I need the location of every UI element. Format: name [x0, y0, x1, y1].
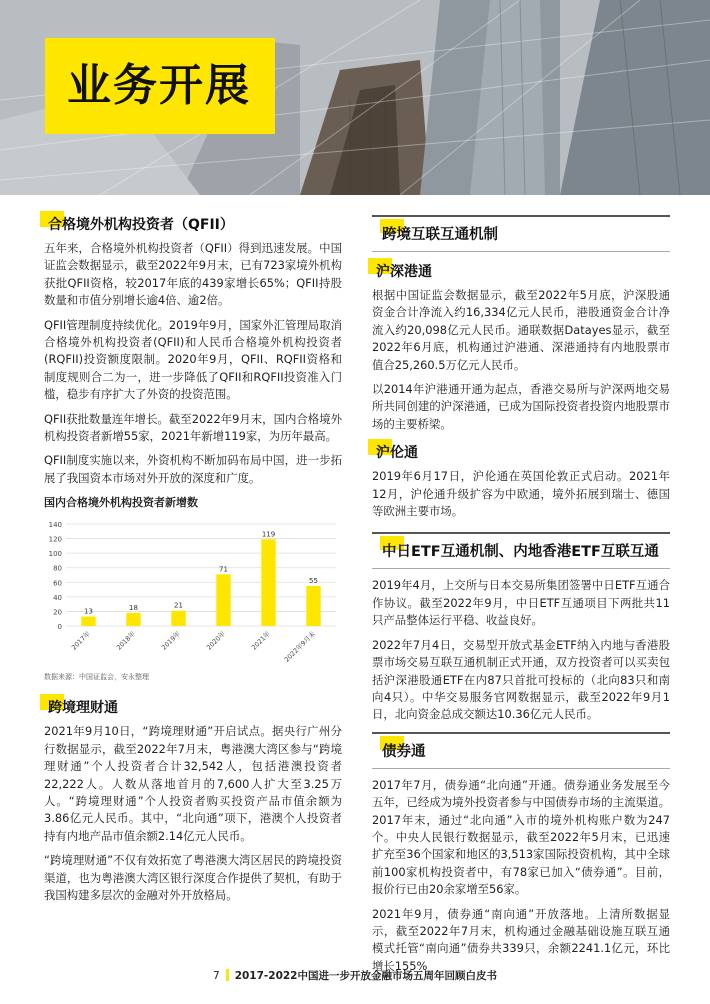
footer-divider	[226, 969, 229, 981]
chart-title: 国内合格境外机构投资者新增数	[44, 496, 198, 510]
connect-block-heading: 跨境互联互通机制	[372, 215, 670, 252]
hk-sh-paragraph-2: 以2014年沪港通开通为起点，香港交易所与沪深两地交易所共同创建的沪深港通，已成为国际投资者投资内地股票市场的主要桥梁。	[372, 382, 670, 431]
bar	[216, 575, 230, 627]
y-tick-label: 0	[57, 623, 62, 632]
sh-lon-paragraph-1: 2019年6月17日，沪伦通在英国伦敦正式启动。2021年12月，沪伦通升级扩容为中欧通，境外拓展到瑞士、德国等欧洲主要市场。	[372, 469, 670, 519]
data-label: 119	[261, 530, 276, 539]
y-tick-label: 60	[53, 579, 62, 588]
qfii-paragraph-4: QFII制度实施以来，外资机构不断加码布局中国，进一步拓展了我国资本市场对外开放的深度和广度。	[44, 453, 342, 485]
y-tick-label: 140	[48, 521, 62, 530]
hero-image	[0, 0, 710, 195]
qfii-heading: 合格境外机构投资者（QFII）	[44, 215, 342, 235]
hk-sh-heading: 沪深港通	[372, 262, 670, 282]
y-tick-label: 120	[48, 535, 62, 544]
bar	[261, 540, 275, 627]
wealth-paragraph-1: 2021年9月10日，“跨境理财通”开启试点。据央行广州分行数据显示，截至2022年7月末，粤港澳大湾区参与“跨境理财通”个人投资者合计32,542人，包括港澳投资者22,222人。人数从落地首月的7,600人扩大至3.25万人。“跨境理财通”个人投资者购买投资产品市值余额为3.86亿元人民币。其中，“北向通”项下，港澳个人投资者持有内地产品市值余额2.14亿元人民币。	[44, 724, 342, 843]
x-tick-label: 2021年	[249, 630, 272, 652]
data-label: 55	[309, 577, 318, 586]
x-tick-label: 2022年9月末	[282, 630, 317, 665]
wealth-paragraph-2: “跨境理财通”不仅有效拓宽了粤港澳大湾区居民的跨境投资渠道，也为粤港澳大湾区银行深度合作提供了契机，有助于我国构建多层次的金融对外开放格局。	[44, 853, 342, 902]
bar	[306, 586, 320, 626]
x-tick-label: 2019年	[159, 630, 182, 652]
y-tick-label: 80	[53, 564, 62, 573]
etf-paragraph-2: 2022年7月4日，交易型开放式基金ETF纳入内地与香港股票市场交易互联互通机制正式开通，双方投资者可以买卖包括沪深港股通ETF在内87只首批可投标的（北向83只和南向4只）。中华交易服务官网数据显示，截至2022年9月1日，北向资金总成交额达10.36亿元人民币。	[372, 637, 670, 722]
bond-paragraph-1: 2017年7月，债券通“北向通”开通。债券通业务发展至今五年，已经成为境外投资者参与中国债券市场的主流渠道。2017年末，通过“北向通”入市的境外机构账户数为247个。中央人民银行数据显示，截至2022年5月末，已迅速扩充至36个国家和地区的3,513家国际投资机构，其中全球前100家机构投资者中，有78家已加入“债券通”。目前，报价行已由20余家增至56家。	[372, 777, 670, 897]
bar	[126, 613, 140, 626]
x-tick-label: 2020年	[204, 630, 227, 652]
x-tick-label: 2018年	[114, 630, 137, 652]
data-label: 13	[84, 607, 93, 616]
data-label: 71	[219, 565, 228, 574]
page-number: 7	[213, 970, 220, 982]
sh-lon-heading: 沪伦通	[372, 443, 670, 463]
etf-paragraph-1: 2019年4月，上交所与日本交易所集团签署中日ETF互通合作协议。截至2022年9月，中日ETF互通项目下两批共11只产品整体运行平稳、收益良好。	[372, 578, 670, 628]
footer	[0, 968, 710, 983]
wealth-heading: 跨境理财通	[44, 698, 342, 718]
hk-sh-paragraph-1: 根据中国证监会数据显示，截至2022年5月底，沪深股通资金合计净流入约16,334亿元人民币，港股通资金合计净流入约20,098亿元人民币。通联数据Datayes显示，截至2022年6月底，机构通过沪港通、深港通持有内地股票市值合25,260.5万亿元人民币。	[372, 288, 670, 372]
y-tick-label: 20	[53, 608, 62, 617]
bond-paragraph-2: 2021年9月，债券通“南向通”开放落地。上清所数据显示，截至2022年7月末，机构通过金融基础设施互联互通模式托管“南向通”债券共339只，余额2241.1亿元，环比增长155%	[372, 906, 670, 973]
title-box	[45, 38, 275, 134]
data-label: 18	[129, 604, 138, 613]
right-column	[372, 215, 670, 982]
bar	[171, 611, 185, 626]
etf-heading: 中日ETF互通机制、内地香港ETF互联互通	[372, 532, 670, 569]
chart-source: 数据来源：中国证监会，安永整理	[44, 673, 149, 682]
page-title: 业务开展	[67, 60, 251, 111]
qfii-paragraph-1: 五年来，合格境外机构投资者（QFII）得到迅速发展。中国证监会数据显示，截至2022年9月末，已有723家境外机构获批QFII资格，较2017年底的439家增长65%；QFII持股数量和市值分别增长逾4倍、逾2倍。	[44, 241, 342, 308]
footer-text: 2017-2022中国进一步开放金融市场五周年回顾白皮书	[234, 970, 497, 982]
x-tick-label: 2017年	[69, 630, 92, 652]
qfii-paragraph-3: QFII获批数量连年增长。截至2022年9月末，国内合格境外机构投资者新增55家，2021年新增119家，为历年最高。	[44, 411, 342, 444]
bar	[81, 617, 95, 626]
bond-heading: 债券通	[372, 732, 670, 769]
qfii-paragraph-2: QFII管理制度持续优化。2019年9月，国家外汇管理局取消合格境外机构投资者(QFII)和人民币合格境外机构投资者(RQFII)投资额度限制。2020年9月，QFII、RQFII资格和制度规则合二为一，进一步降低了QFII和RQFII投资准入门槛，稳步有序扩大了外资的投资范围。	[44, 317, 342, 402]
y-tick-label: 100	[48, 550, 62, 559]
data-label: 21	[174, 601, 183, 610]
qfii-bar-chart	[44, 516, 342, 666]
y-tick-label: 40	[53, 594, 62, 603]
left-column	[44, 215, 342, 911]
